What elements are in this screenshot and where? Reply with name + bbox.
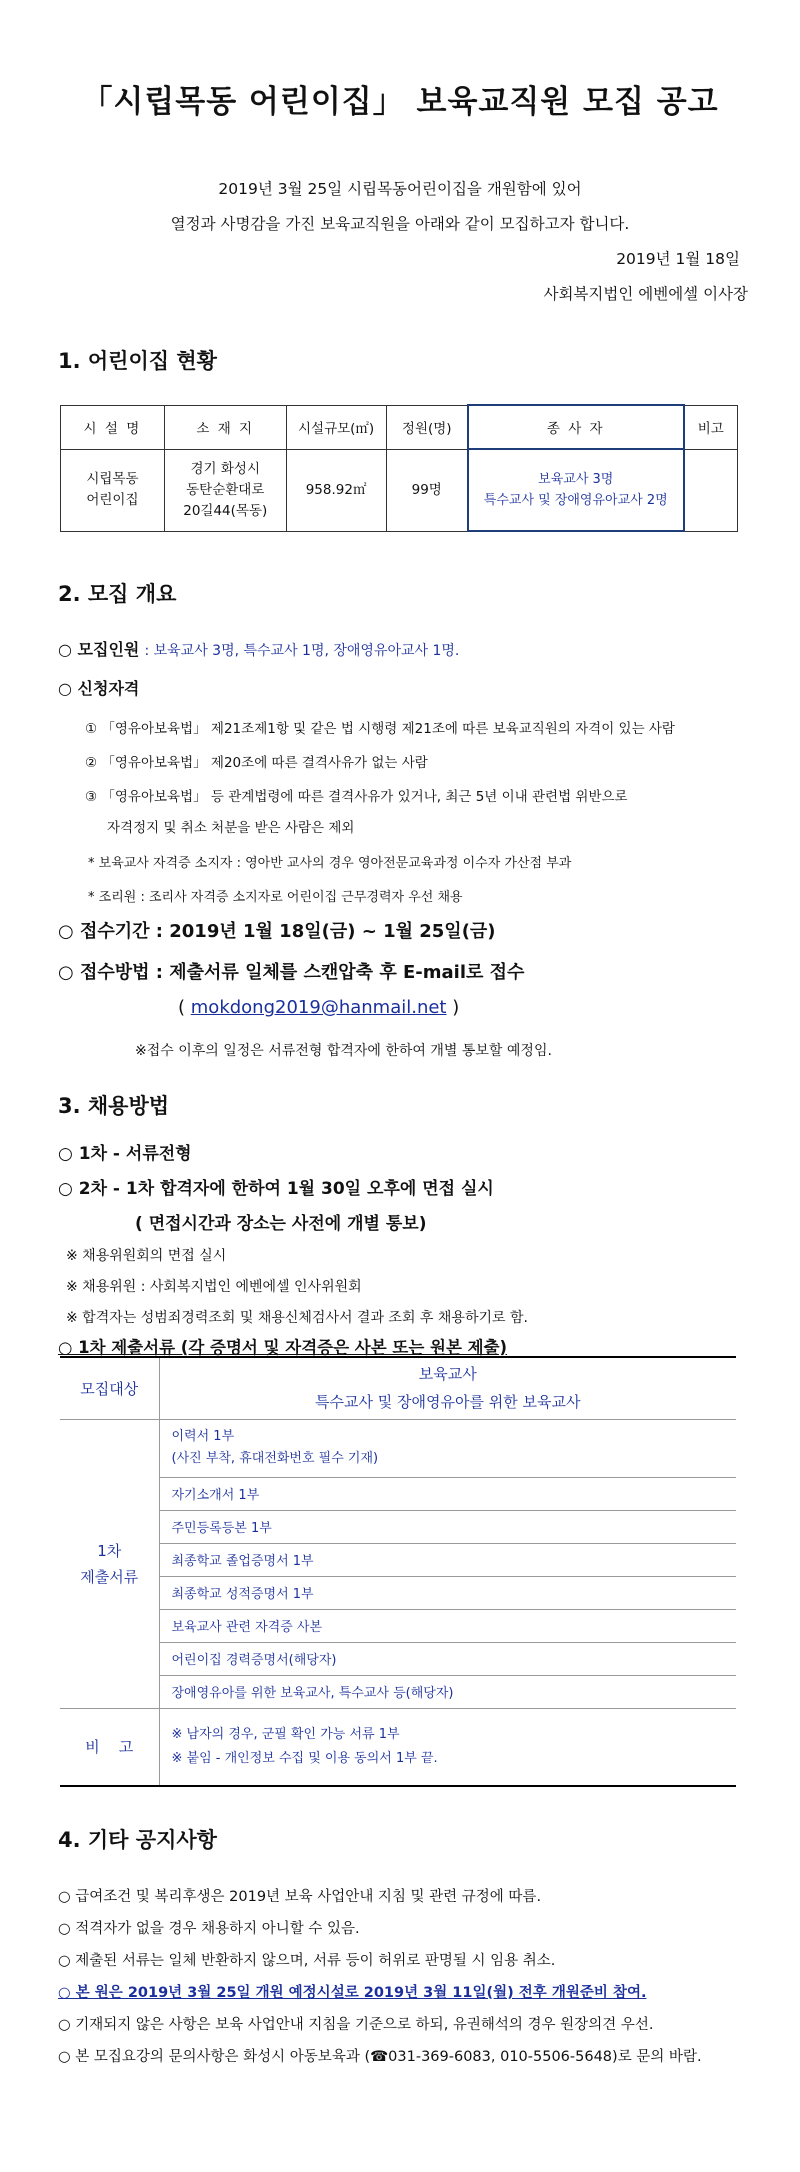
doc-item: 주민등록등본 1부 bbox=[159, 1510, 736, 1543]
remark-label: 비 고 bbox=[60, 1708, 159, 1786]
rule-2: ※ 채용위원 : 사회복지법인 에벤에셀 인사위원회 bbox=[66, 1279, 362, 1295]
section4-heading: 4. 기타 공지사항 bbox=[58, 1828, 217, 1852]
remark-value: ※ 남자의 경우, 군필 확인 가능 서류 1부 ※ 붙임 - 개인정보 수집 및 이용 동의서 1부 끝. bbox=[159, 1708, 736, 1786]
documents-table bbox=[60, 1356, 736, 1787]
apply-period: ○ 접수기간 : 2019년 1월 18일(금) ~ 1월 25일(금) bbox=[58, 921, 496, 942]
notice-item-4: ○ 기재되지 않은 사항은 보육 사업안내 지침을 기준으로 하되, 유권해석의 경우 원장의견 우선. bbox=[58, 2017, 654, 2033]
email-link[interactable]: mokdong2019@hanmail.net bbox=[190, 997, 447, 1018]
email-line: ( mokdong2019@hanmail.net ) bbox=[178, 997, 460, 1018]
doc-resume: 이력서 1부 (사진 부착, 휴대전화번호 필수 기재) bbox=[159, 1419, 736, 1477]
notice-item-2: ○ 적격자가 없을 경우 채용하지 아니할 수 있음. bbox=[58, 1921, 360, 1937]
doc-item: 최종학교 졸업증명서 1부 bbox=[159, 1543, 736, 1576]
page-title: 「시립목동 어린이집」 보육교직원 모집 공고 bbox=[81, 84, 719, 120]
col-size: 시설규모(㎡) bbox=[286, 405, 386, 449]
apply-method: ○ 접수방법 : 제출서류 일체를 스캔압축 후 E-mail로 접수 bbox=[58, 962, 525, 983]
recruit-label: ○ 모집인원 bbox=[58, 640, 140, 659]
section2-heading: 2. 모집 개요 bbox=[58, 582, 177, 606]
qualification-item-1: ① 「영유아보육법」 제21조제1항 및 같은 법 시행령 제21조에 따른 보육교직원의 자격이 있는 사람 bbox=[85, 721, 675, 737]
notice-item-1: ○ 급여조건 및 복리후생은 2019년 보육 사업안내 지침 및 관련 규정에 따름. bbox=[58, 1889, 542, 1905]
intro-line-2: 열정과 사명감을 가진 보육교직원을 아래와 같이 모집하고자 합니다. bbox=[170, 215, 630, 233]
col-note: 비고 bbox=[684, 405, 738, 449]
notice-highlight: ○ 본 원은 2019년 3월 25일 개원 예정시설로 2019년 3월 11일(월) 전후 개원준비 참여. bbox=[58, 1985, 647, 2001]
rule-1: ※ 채용위원회의 면접 실시 bbox=[66, 1248, 227, 1264]
step-2-sub: ( 면접시간과 장소는 사전에 개별 통보) bbox=[135, 1214, 427, 1234]
doc-item: 최종학교 성적증명서 1부 bbox=[159, 1576, 736, 1609]
recruit-value: : 보육교사 3명, 특수교사 1명, 장애영유아교사 1명. bbox=[144, 643, 460, 659]
target-label: 모집대상 bbox=[60, 1357, 159, 1419]
note-teacher: * 보육교사 자격증 소지자 : 영아반 교사의 경우 영아전문교육과정 이수자 가산점 부과 bbox=[88, 856, 572, 871]
doc-item: 장애영유아를 위한 보육교사, 특수교사 등(해당자) bbox=[159, 1675, 736, 1708]
facility-staff: 보육교사 3명 특수교사 및 장애영유아교사 2명 bbox=[468, 449, 684, 531]
col-address: 소 재 지 bbox=[164, 405, 286, 449]
facility-note bbox=[684, 449, 738, 531]
announce-date: 2019년 1월 18일 bbox=[616, 250, 740, 268]
announce-org: 사회복지법인 에벤에셀 이사장 bbox=[543, 285, 748, 303]
col-name: 시 설 명 bbox=[61, 405, 165, 449]
qualification-item-2: ② 「영유아보육법」 제20조에 따른 결격사유가 없는 사람 bbox=[85, 755, 428, 771]
step-2: ○ 2차 - 1차 합격자에 한하여 1월 30일 오후에 면접 실시 bbox=[58, 1179, 494, 1199]
note-cook: * 조리원 : 조리사 자격증 소지자로 어린이집 근무경력자 우선 채용 bbox=[88, 890, 463, 905]
notice-item-5: ○ 본 모집요강의 문의사항은 화성시 아동보육과 (☎031-369-6083, 010-5506-5648)로 문의 바람. bbox=[58, 2049, 702, 2065]
target-value: 보육교사 특수교사 및 장애영유아를 위한 보육교사 bbox=[159, 1357, 736, 1419]
doc-item: 자기소개서 1부 bbox=[159, 1477, 736, 1510]
facility-table bbox=[60, 404, 738, 532]
documents-title: ○ 1차 제출서류 (각 증명서 및 자격증은 사본 또는 원본 제출) bbox=[58, 1338, 508, 1357]
qualification-label: ○ 신청자격 bbox=[58, 679, 140, 698]
notice-item-3: ○ 제출된 서류는 일체 반환하지 않으며, 서류 등이 허위로 판명될 시 임용 취소. bbox=[58, 1953, 556, 1969]
doc-item: 어린이집 경력증명서(해당자) bbox=[159, 1642, 736, 1675]
section3-heading: 3. 채용방법 bbox=[58, 1094, 170, 1118]
facility-name: 시립목동 어린이집 bbox=[61, 449, 165, 531]
intro-line-1: 2019년 3월 25일 시립목동어린이집을 개원함에 있어 bbox=[218, 180, 582, 198]
col-staff: 종 사 자 bbox=[468, 405, 684, 449]
recruit-line bbox=[58, 637, 459, 660]
section1-heading: 1. 어린이집 현황 bbox=[58, 349, 217, 373]
facility-capacity: 99명 bbox=[386, 449, 468, 531]
qualification-item-3: ③ 「영유아보육법」 등 관계법령에 따른 결격사유가 있거나, 최근 5년 이내 관련법 위반으로 bbox=[85, 789, 628, 805]
col-capacity: 정원(명) bbox=[386, 405, 468, 449]
rule-3: ※ 합격자는 성범죄경력조회 및 채용신체검사서 결과 조회 후 채용하기로 함. bbox=[66, 1310, 528, 1326]
docs-label: 1차 제출서류 bbox=[60, 1419, 159, 1708]
apply-notice: ※접수 이후의 일정은 서류전형 합격자에 한하여 개별 통보할 예정임. bbox=[135, 1043, 552, 1059]
qualification-item-3-cont: 자격정지 및 취소 처분을 받은 사람은 제외 bbox=[107, 820, 355, 836]
facility-size: 958.92㎡ bbox=[286, 449, 386, 531]
step-1: ○ 1차 - 서류전형 bbox=[58, 1144, 192, 1164]
doc-item: 보육교사 관련 자격증 사본 bbox=[159, 1609, 736, 1642]
facility-address: 경기 화성시 동탄순환대로 20길44(목동) bbox=[164, 449, 286, 531]
